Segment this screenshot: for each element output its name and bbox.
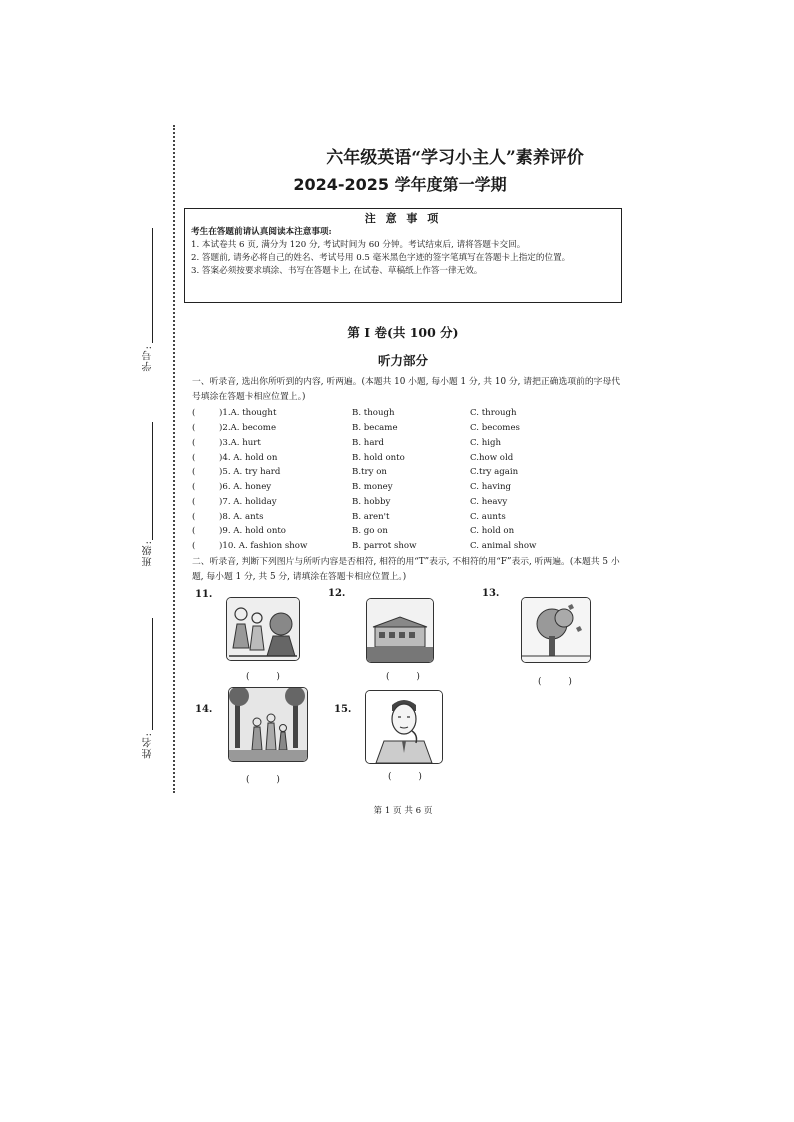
family-outing-illustration [227, 598, 299, 660]
option-c: C. through [470, 408, 517, 418]
thinking-man-illustration [366, 691, 442, 763]
picture-number: 14. [195, 704, 213, 715]
question-row [192, 453, 622, 468]
option-b: B. parrot show [352, 541, 417, 551]
binding-dotted-line [173, 125, 175, 793]
option-a: )3.A. hurt [219, 438, 261, 448]
student-no-label: 学号: [143, 345, 154, 372]
option-b: B. hold onto [352, 453, 405, 463]
picture-number: 12. [328, 588, 346, 599]
option-c: C. having [470, 482, 512, 492]
answer-paren: ( [192, 408, 196, 418]
picture-family-outing [226, 597, 300, 661]
question-row [192, 541, 622, 556]
option-c: C. becomes [470, 423, 520, 433]
section1-instruction: 一、听录音, 选出你所听到的内容, 听两遍。(本题共 10 小题, 每小题 1 分, 共 10 分, 请把正确选项前的字母代号填涂在答题卡相应位置上。) [192, 377, 621, 402]
notice-item: 3. 答案必须按要求填涂、书写在答题卡上, 在试卷、草稿纸上作答一律无效。 [191, 266, 483, 276]
picture-thinking-man [365, 690, 443, 764]
park-people-illustration [229, 688, 307, 761]
option-a: )2.A. become [219, 423, 277, 433]
option-b: B. hard [352, 438, 385, 448]
answer-paren: ( ) [538, 677, 584, 687]
option-b: B. money [352, 482, 393, 492]
answer-paren: ( [192, 467, 196, 477]
option-c: C. aunts [470, 512, 506, 522]
class-label: 班级: [143, 540, 154, 567]
answer-paren: ( [192, 541, 196, 551]
exam-subtitle: 2024-2025 学年度第一学期 [293, 175, 507, 194]
question-row [192, 408, 622, 423]
option-c: C. heavy [470, 497, 508, 507]
name-label: 姓名: [143, 732, 154, 759]
answer-paren: ( ) [386, 672, 432, 682]
page-number: 第 1 页 共 6 页 [373, 806, 433, 816]
notice-box [184, 208, 622, 303]
notice-title: 注 意 事 项 [364, 212, 442, 225]
answer-paren: ( [192, 526, 196, 536]
option-a: )1.A. thought [219, 408, 277, 418]
answer-paren: ( [192, 438, 196, 448]
option-a: )4. A. hold on [219, 453, 278, 463]
class-blank-line [152, 422, 153, 540]
question-row [192, 526, 622, 541]
volume-title: 第 I 卷(共 100 分) [347, 325, 459, 340]
picture-park-people [228, 687, 308, 762]
picture-number: 13. [482, 588, 500, 599]
option-a: )7. A. holiday [219, 497, 277, 507]
answer-paren: ( ) [246, 775, 292, 785]
question-row [192, 497, 622, 512]
picture-number: 15. [334, 704, 352, 715]
question-row [192, 467, 622, 482]
student-no-blank-line [152, 228, 153, 343]
picture-number: 11. [195, 589, 213, 600]
option-a: )9. A. hold onto [219, 526, 286, 536]
question-row [192, 512, 622, 527]
option-a: )8. A. ants [219, 512, 264, 522]
option-c: C.try again [470, 467, 519, 477]
question-row [192, 438, 622, 453]
option-b: B.try on [352, 467, 387, 477]
notice-item: 1. 本试卷共 6 页, 满分为 120 分, 考试时间为 60 分钟。考试结束后, 请将答题卡交回。 [191, 240, 526, 250]
option-b: B. go on [352, 526, 388, 536]
notice-item: 2. 答题前, 请务必将自己的姓名、考试号用 0.5 毫米黑色字迹的签字笔填写在答题卡上指定的位置。 [191, 253, 571, 263]
option-a: )6. A. honey [219, 482, 272, 492]
tree-illustration [522, 598, 590, 662]
school-building-illustration [367, 599, 433, 662]
answer-paren: ( [192, 423, 196, 433]
question-row [192, 423, 622, 438]
option-b: B. hobby [352, 497, 391, 507]
exam-title: 六年级英语“学习小主人”素养评价 [326, 148, 584, 168]
option-b: B. aren't [352, 512, 390, 522]
section2-instruction: 二、听录音, 判断下列图片与所听内容是否相符, 相符的用“T”表示, 不相符的用“F”表示, 听两遍。(本题共 5 小题, 每小题 1 分, 共 5 分, 请填涂在答题卡相应位置上。) [192, 557, 620, 582]
option-a: )10. A. fashion show [219, 541, 308, 551]
answer-paren: ( ) [246, 672, 292, 682]
option-c: C. high [470, 438, 502, 448]
part-title: 听力部分 [377, 353, 428, 368]
answer-paren: ( [192, 512, 196, 522]
name-blank-line [152, 618, 153, 730]
question-row [192, 482, 622, 497]
picture-tree [521, 597, 591, 663]
option-c: C. animal show [470, 541, 537, 551]
option-b: B. though [352, 408, 395, 418]
option-a: )5. A. try hard [219, 467, 281, 477]
option-c: C. hold on [470, 526, 515, 536]
picture-school-building [366, 598, 434, 663]
answer-paren: ( [192, 497, 196, 507]
option-b: B. became [352, 423, 398, 433]
answer-paren: ( ) [388, 772, 434, 782]
option-c: C.how old [470, 453, 514, 463]
answer-paren: ( [192, 453, 196, 463]
notice-intro: 考生在答题前请认真阅读本注意事项: [191, 227, 332, 237]
answer-paren: ( [192, 482, 196, 492]
